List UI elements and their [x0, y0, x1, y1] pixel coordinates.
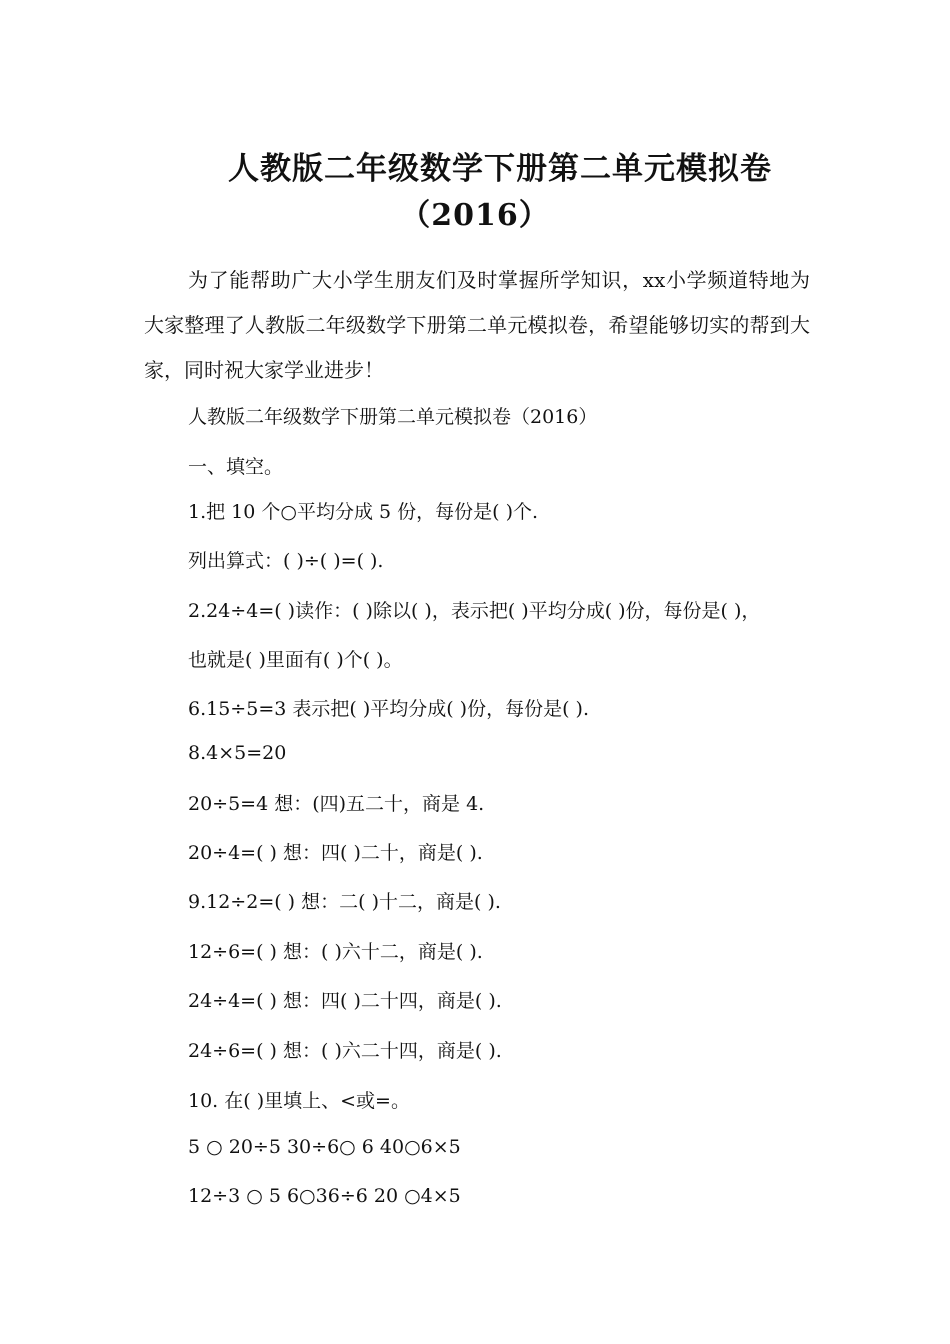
question-line: 20÷4=( ) 想：四( )二十，商是( ). — [188, 842, 483, 864]
question-line: 12÷6=( ) 想：( )六十二，商是( ). — [188, 941, 483, 963]
document-title-year: （2016） — [400, 198, 550, 233]
question-line: 1.把 10 个○平均分成 5 份，每份是( )个. — [188, 501, 539, 523]
section-heading: 一、填空。 — [188, 456, 284, 478]
intro-paragraph: 为了能帮助广大小学生朋友们及时掌握所学知识，xx小学频道特地为大家整理了人教版二年级数学下册第二单元模拟卷，希望能够切实的帮到大家，同时祝大家学业进步！ — [144, 268, 810, 382]
question-line: 24÷4=( ) 想：四( )二十四，商是( ). — [188, 990, 502, 1012]
question-line: 2.24÷4=( )读作：( )除以( )，表示把( )平均分成( )份，每份是( )， — [188, 600, 761, 622]
question-line: 12÷3 ○ 5 6○36÷6 20 ○4×5 — [188, 1185, 461, 1207]
question-line: 列出算式：( )÷( )=( ). — [188, 550, 384, 572]
question-line: 8.4×5=20 — [188, 742, 287, 764]
question-line: 20÷5=4 想：(四)五二十，商是 4. — [188, 793, 485, 815]
question-line: 6.15÷5=3 表示把( )平均分成( )份，每份是( ). — [188, 698, 589, 720]
question-line: 也就是( )里面有( )个( )。 — [188, 649, 403, 671]
question-line: 10. 在( )里填上、<或=。 — [188, 1090, 410, 1112]
document-title: 人教版二年级数学下册第二单元模拟卷 — [228, 150, 772, 187]
question-line: 5 ○ 20÷5 30÷6○ 6 40○6×5 — [188, 1136, 461, 1158]
subtitle-line: 人教版二年级数学下册第二单元模拟卷（2016） — [188, 406, 598, 428]
question-line: 9.12÷2=( ) 想：二( )十二，商是( ). — [188, 891, 501, 913]
question-line: 24÷6=( ) 想：( )六二十四，商是( ). — [188, 1040, 502, 1062]
